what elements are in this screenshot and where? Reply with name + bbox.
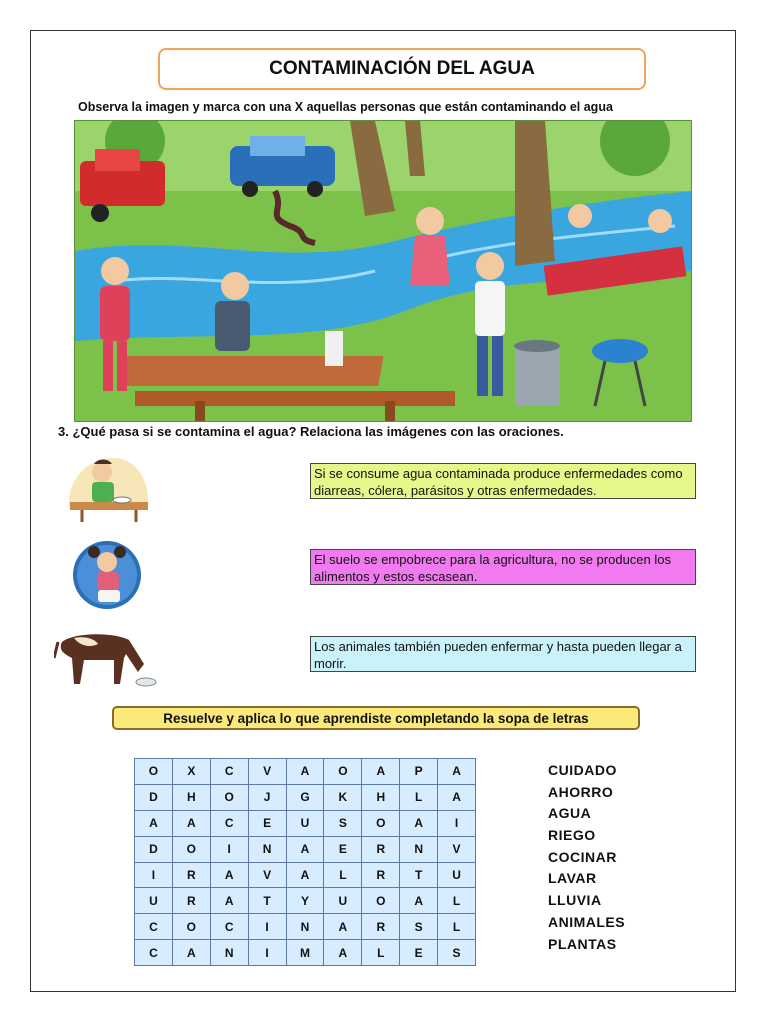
grid-cell[interactable]: A xyxy=(400,810,438,836)
grid-cell[interactable]: T xyxy=(248,888,286,914)
grid-cell[interactable]: O xyxy=(135,759,173,785)
word-list-item: LAVAR xyxy=(548,870,597,887)
grid-cell[interactable]: G xyxy=(286,784,324,810)
grid-cell[interactable]: O xyxy=(362,888,400,914)
grid-cell[interactable]: U xyxy=(135,888,173,914)
grid-cell[interactable]: A xyxy=(438,759,476,785)
grid-cell[interactable]: K xyxy=(324,784,362,810)
grid-cell[interactable]: R xyxy=(362,914,400,940)
grid-cell[interactable]: A xyxy=(286,862,324,888)
grid-cell[interactable]: R xyxy=(172,862,210,888)
word-list-item: AGUA xyxy=(548,805,592,822)
word-list xyxy=(548,760,625,955)
word-list-item: ANIMALES xyxy=(548,913,626,930)
grid-cell[interactable]: J xyxy=(248,784,286,810)
grid-cell[interactable]: N xyxy=(400,836,438,862)
grid-cell[interactable]: S xyxy=(400,914,438,940)
grid-row xyxy=(135,914,476,940)
word-list-item: AHORRO xyxy=(548,783,614,800)
grid-cell[interactable]: A xyxy=(172,940,210,966)
grid-cell[interactable]: I xyxy=(135,862,173,888)
grid-row xyxy=(135,784,476,810)
grid-cell[interactable]: A xyxy=(324,940,362,966)
grid-cell[interactable]: C xyxy=(210,810,248,836)
grid-cell[interactable]: L xyxy=(362,940,400,966)
grid-cell[interactable]: R xyxy=(362,836,400,862)
grid-cell[interactable]: I xyxy=(210,836,248,862)
grid-cell[interactable]: V xyxy=(438,836,476,862)
grid-row xyxy=(135,810,476,836)
grid-cell[interactable]: O xyxy=(210,784,248,810)
grid-cell[interactable]: V xyxy=(248,759,286,785)
grid-row xyxy=(135,940,476,966)
grid-cell[interactable]: M xyxy=(286,940,324,966)
grid-cell[interactable]: S xyxy=(324,810,362,836)
grid-cell[interactable]: T xyxy=(400,862,438,888)
child-eating-icon xyxy=(60,450,155,526)
grid-cell[interactable]: I xyxy=(248,914,286,940)
grid-row xyxy=(135,759,476,785)
park-scene-drawing xyxy=(75,121,691,421)
grid-cell[interactable]: A xyxy=(286,759,324,785)
grid-cell[interactable]: O xyxy=(362,810,400,836)
grid-cell[interactable]: I xyxy=(438,810,476,836)
grid-cell[interactable]: U xyxy=(438,862,476,888)
grid-cell[interactable]: A xyxy=(210,888,248,914)
grid-cell[interactable]: D xyxy=(135,784,173,810)
sentence-soil: El suelo se empobrece para la agricultura, no se producen los alimentos y estos escasean. xyxy=(310,549,696,585)
grid-cell[interactable]: H xyxy=(362,784,400,810)
grid-cell[interactable]: A xyxy=(324,914,362,940)
grid-cell[interactable]: P xyxy=(400,759,438,785)
grid-cell[interactable]: R xyxy=(172,888,210,914)
grid-cell[interactable]: X xyxy=(172,759,210,785)
grid-cell[interactable]: N xyxy=(210,940,248,966)
sick-cow-icon xyxy=(54,624,158,694)
grid-cell[interactable]: O xyxy=(172,914,210,940)
grid-cell[interactable]: N xyxy=(248,836,286,862)
grid-cell[interactable]: L xyxy=(438,914,476,940)
grid-cell[interactable]: E xyxy=(400,940,438,966)
grid-cell[interactable]: E xyxy=(324,836,362,862)
grid-cell[interactable]: H xyxy=(172,784,210,810)
grid-row xyxy=(135,836,476,862)
grid-row xyxy=(135,888,476,914)
grid-cell[interactable]: C xyxy=(210,914,248,940)
grid-row xyxy=(135,862,476,888)
grid-cell[interactable]: A xyxy=(210,862,248,888)
grid-cell[interactable]: I xyxy=(248,940,286,966)
instruction-text: Observa la imagen y marca con una X aquellas personas que están contaminando el agua xyxy=(78,100,613,114)
grid-cell[interactable]: O xyxy=(172,836,210,862)
grid-cell[interactable]: U xyxy=(286,810,324,836)
park-river-scene[interactable] xyxy=(74,120,692,422)
grid-cell[interactable]: L xyxy=(400,784,438,810)
grid-cell[interactable]: A xyxy=(362,759,400,785)
grid-cell[interactable]: U xyxy=(324,888,362,914)
grid-cell[interactable]: A xyxy=(286,836,324,862)
question-3: 3. ¿Qué pasa si se contamina el agua? Relaciona las imágenes con las oraciones. xyxy=(58,424,564,439)
grid-cell[interactable]: E xyxy=(248,810,286,836)
grid-cell[interactable]: D xyxy=(135,836,173,862)
grid-cell[interactable]: A xyxy=(172,810,210,836)
word-list-item: CUIDADO xyxy=(548,762,617,778)
grid-cell[interactable]: A xyxy=(400,888,438,914)
grid-cell[interactable]: A xyxy=(438,784,476,810)
grid-cell[interactable]: C xyxy=(210,759,248,785)
sentence-illness: Si se consume agua contaminada produce enfermedades como diarreas, cólera, parásitos y otras enfermedades. xyxy=(310,463,696,499)
word-list-item: PLANTAS xyxy=(548,935,617,952)
grid-cell[interactable]: N xyxy=(286,914,324,940)
page-title: CONTAMINACIÓN DEL AGUA xyxy=(158,48,646,90)
word-list-item: LLUVIA xyxy=(548,892,602,909)
word-search-grid xyxy=(134,758,476,966)
grid-cell[interactable]: O xyxy=(324,759,362,785)
grid-cell[interactable]: A xyxy=(135,810,173,836)
grid-cell[interactable]: C xyxy=(135,914,173,940)
grid-cell[interactable]: R xyxy=(362,862,400,888)
grid-cell[interactable]: V xyxy=(248,862,286,888)
grid-cell[interactable]: L xyxy=(324,862,362,888)
sentence-animals: Los animales también pueden enfermar y hasta pueden llegar a morir. xyxy=(310,636,696,672)
grid-cell[interactable]: S xyxy=(438,940,476,966)
grid-cell[interactable]: L xyxy=(438,888,476,914)
word-list-item: COCINAR xyxy=(548,848,617,865)
grid-cell[interactable]: Y xyxy=(286,888,324,914)
child-sick-icon xyxy=(70,538,145,610)
word-list-item: RIEGO xyxy=(548,827,596,844)
grid-cell[interactable]: C xyxy=(135,940,173,966)
word-search-banner: Resuelve y aplica lo que aprendiste completando la sopa de letras xyxy=(112,706,640,730)
